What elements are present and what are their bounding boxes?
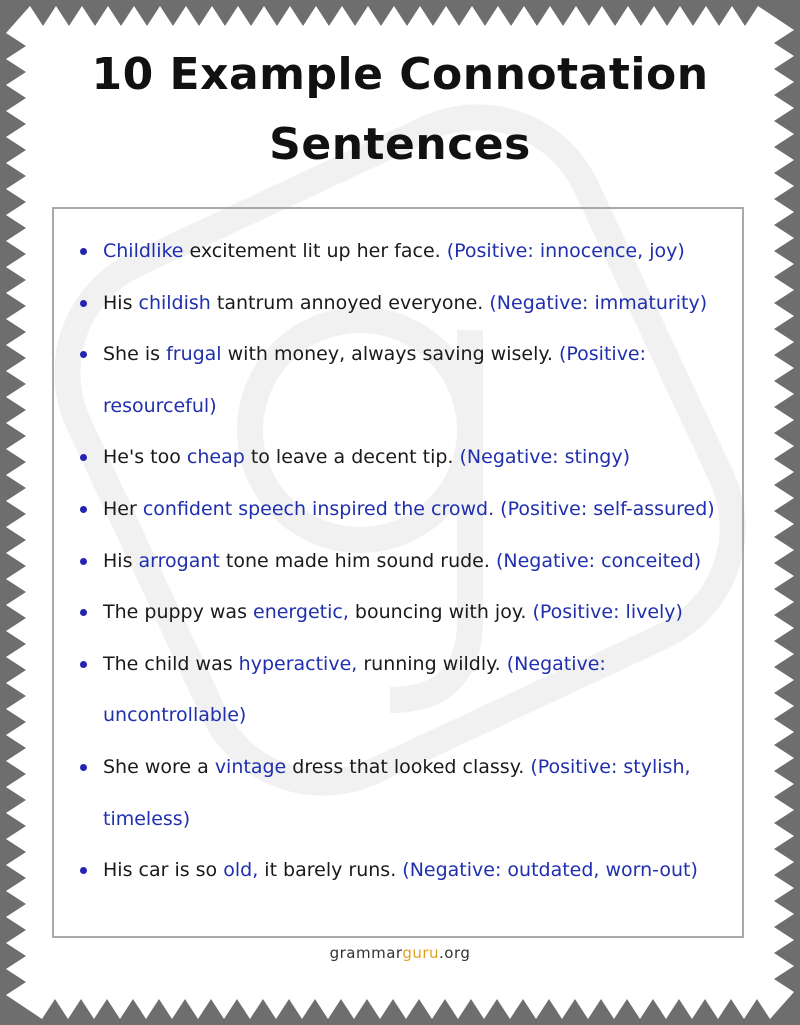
sentence-item	[78, 845, 738, 897]
highlighted-text: arrogant	[138, 549, 220, 572]
sentence-text: His car is so	[103, 859, 224, 882]
sentence-item	[78, 329, 738, 432]
page-title	[0, 40, 800, 180]
sentence-text: The puppy was	[103, 601, 254, 624]
sentence-item	[78, 484, 738, 536]
sentence-text: She is	[103, 343, 167, 366]
sentence-item	[78, 536, 738, 588]
highlighted-text: childish	[138, 291, 211, 314]
highlighted-text: (Positive: lively)	[532, 601, 683, 624]
sentence-text: She wore a	[103, 755, 215, 778]
sentence-item	[78, 432, 738, 484]
highlighted-text: confident speech inspired the crowd. (Positive: self-assured)	[142, 497, 715, 520]
title-line-1: 10 Example Connotation	[91, 49, 709, 100]
highlighted-text: (Negative: stingy)	[459, 446, 631, 469]
footer-suffix: .org	[439, 944, 471, 962]
sentence-text: to leave a decent tip.	[244, 446, 460, 469]
sentence-text: Her	[103, 497, 143, 520]
sentence-text: The child was	[103, 652, 239, 675]
sentence-text: His	[103, 291, 139, 314]
sentence-text: tone made him sound rude.	[219, 549, 496, 572]
highlighted-text: old,	[223, 859, 259, 882]
highlighted-text: cheap	[186, 446, 245, 469]
highlighted-text: Childlike	[103, 240, 184, 262]
sentence-item	[78, 226, 738, 278]
sentence-text: His	[103, 549, 139, 572]
highlighted-text: frugal	[166, 343, 222, 366]
sentence-item	[78, 587, 738, 639]
sentence-text: bouncing with joy.	[348, 601, 533, 624]
footer-prefix: grammar	[329, 944, 403, 962]
highlighted-text: (Negative: uncontrollable)	[103, 652, 606, 727]
sentence-text: tantrum annoyed everyone.	[210, 291, 490, 314]
highlighted-text: (Negative: outdated, worn-out)	[402, 859, 698, 882]
sentence-item	[78, 639, 738, 742]
sentence-text: dress that looked classy.	[286, 755, 531, 778]
sentence-text: with money, always saving wisely.	[221, 343, 559, 366]
sentence-list	[78, 226, 738, 897]
highlighted-text: (Positive: innocence, joy)	[446, 240, 685, 262]
highlighted-text: (Negative: conceited)	[495, 549, 702, 572]
highlighted-text: hyperactive,	[238, 652, 358, 675]
sentence-item	[78, 278, 738, 330]
sentence-text: running wildly.	[357, 652, 507, 675]
footer-accent: guru	[402, 944, 440, 962]
highlighted-text: vintage	[214, 755, 287, 778]
sentence-text: He's too	[103, 446, 187, 469]
highlighted-text: (Positive: resourceful)	[103, 343, 647, 417]
highlighted-text: energetic,	[253, 601, 349, 624]
sentence-item	[78, 742, 738, 845]
sentence-text: it barely runs.	[258, 859, 403, 882]
highlighted-text: (Positive: stylish, timeless)	[103, 755, 691, 830]
title-line-2: Sentences	[269, 119, 531, 170]
highlighted-text: (Negative: immaturity)	[489, 291, 708, 314]
sentence-text: excitement lit up her face.	[183, 240, 447, 262]
footer-brand	[0, 944, 800, 962]
